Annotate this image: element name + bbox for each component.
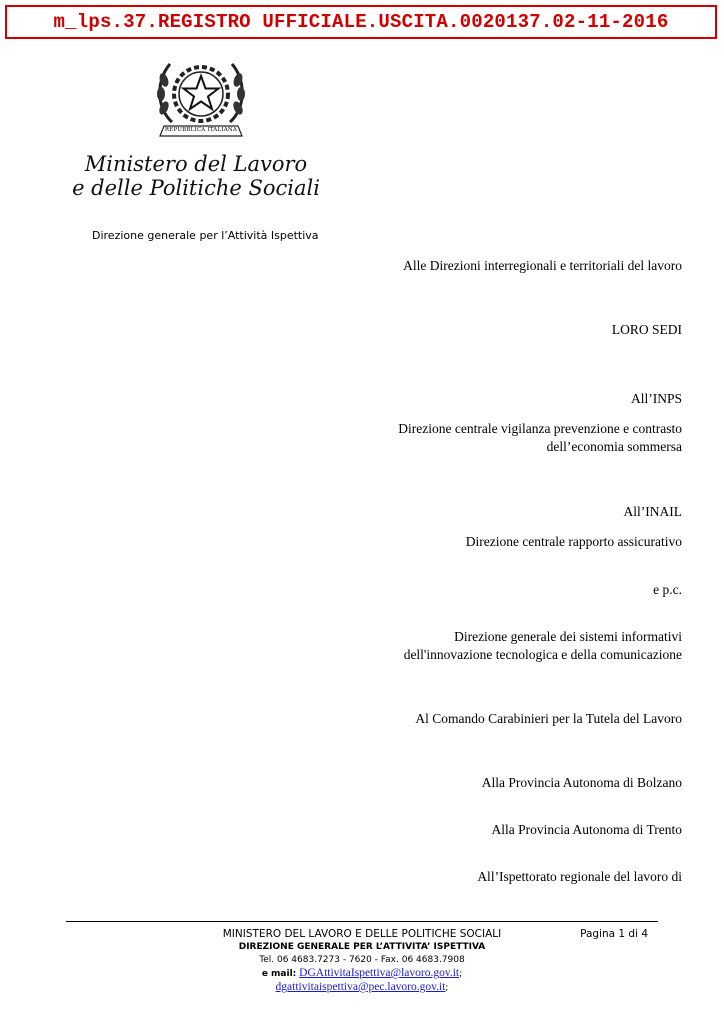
footer-email-row: e mail: DGAttivitaIspettiva@lavoro.gov.it; <box>261 967 463 979</box>
emblem-ribbon-text: REPUBBLICA ITALIANA <box>164 127 238 133</box>
page-number: Pagina 1 di 4 <box>580 928 648 940</box>
ministry-line-2: e delle Politiche Sociali <box>72 176 320 200</box>
ministry-name <box>66 152 326 200</box>
footer-divider <box>66 921 658 922</box>
recipient-item: Al Comando Carabinieri per la Tutela del Lavoro <box>415 711 682 726</box>
email-link[interactable]: DGAttivitaIspettiva@lavoro.gov.it <box>299 967 460 979</box>
footer-ministry-row <box>66 928 658 941</box>
recipient-item: LORO SEDI <box>611 322 682 337</box>
recipient-item: Alle Direzioni interregionali e territoriali del lavoro <box>403 258 682 273</box>
footer-pec-row: dgattivitaispettiva@pec.lavoro.gov.it; <box>275 981 449 993</box>
page-footer <box>66 928 658 995</box>
footer-email-label: e mail: <box>261 969 297 979</box>
recipient-item: e p.c. <box>653 582 682 597</box>
recipient-item: Direzione centrale rapporto assicurativo <box>465 534 682 549</box>
recipient-item: Direzione centrale vigilanza prevenzione e contrasto dell’economia sommersa <box>398 421 682 454</box>
recipient-item: All’Ispettorato regionale del lavoro di <box>477 869 682 884</box>
footer-department: DIREZIONE GENERALE PER L’ATTIVITA’ ISPETTIVA <box>238 942 486 952</box>
ministry-line-1: Ministero del Lavoro <box>84 152 308 176</box>
recipient-item: All’INAIL <box>623 504 682 519</box>
protocol-stamp <box>5 5 717 39</box>
recipient-item: Alla Provincia Autonoma di Trento <box>491 822 682 837</box>
recipient-item: All’INPS <box>630 391 682 406</box>
recipient-item: Direzione generale dei sistemi informativi dell'innovazione tecnologica e della comunicazione <box>403 629 682 662</box>
footer-phone: Tel. 06 4683.7273 - 7620 - Fax. 06 4683.7908 <box>259 955 465 965</box>
footer-ministry: MINISTERO DEL LAVORO E DELLE POLITICHE SOCIALI <box>222 928 502 940</box>
recipient-item: Alla Provincia Autonoma di Bolzano <box>481 775 682 790</box>
protocol-number: m_lps.37.REGISTRO UFFICIALE.USCITA.0020137.02-11-2016 <box>53 11 669 33</box>
department-name: Direzione generale per l’Attività Ispettiva <box>92 229 319 242</box>
pec-email-link[interactable]: dgattivitaispettiva@pec.lavoro.gov.it <box>275 981 446 993</box>
